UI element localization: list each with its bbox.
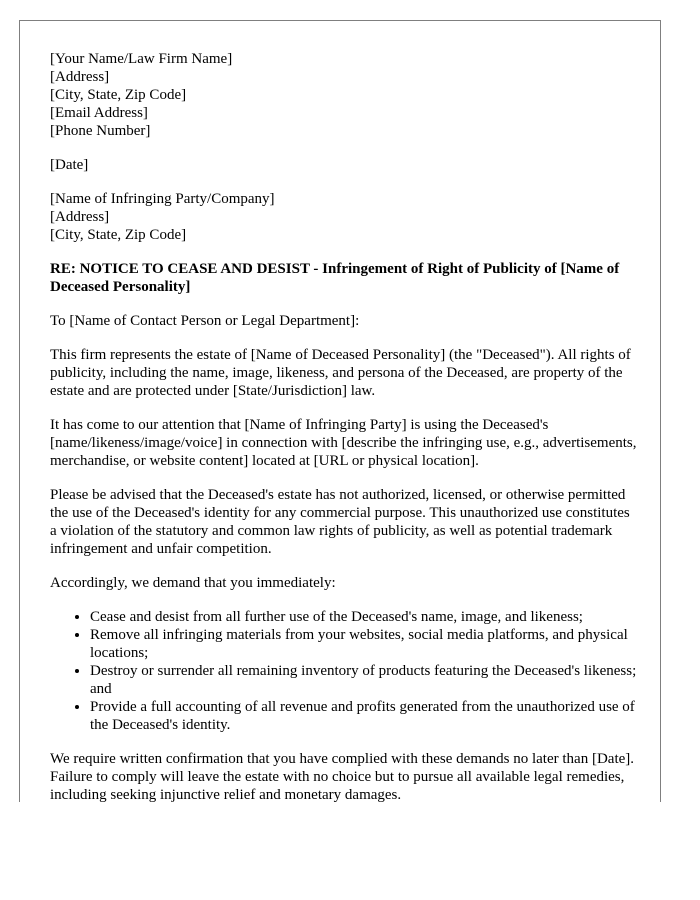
sender-block — [50, 50, 640, 140]
recipient-city-state-zip: [City, State, Zip Code] — [50, 227, 187, 243]
letter-body — [50, 50, 640, 802]
demands-list — [50, 608, 640, 734]
subject-line: RE: NOTICE TO CEASE AND DESIST - Infringement of Right of Publicity of [Name of Deceased Personality] — [50, 261, 620, 295]
demand-item: • Provide a full accounting of all revenue and profits generated from the unauthorized use of the Deceased's identity. — [90, 698, 640, 734]
demand-item: • Destroy or surrender all remaining inventory of products featuring the Deceased's likeness; and — [90, 662, 640, 698]
recipient-name: [Name of Infringing Party/Company] — [50, 191, 275, 207]
letter-page — [19, 20, 661, 802]
paragraph-confirmation: We require written confirmation that you have complied with these demands no later than [Date]. Failure to comply will leave the estate with no choice but to pursue all available legal remedies, including seeking injunctive relief and monetary damages. — [50, 751, 635, 802]
sender-phone: [Phone Number] — [50, 123, 151, 139]
sender-address: [Address] — [50, 69, 110, 85]
demand-item: • Remove all infringing materials from your websites, social media platforms, and physical locations; — [90, 626, 640, 662]
paragraph-demand-intro: Accordingly, we demand that you immediately: — [50, 575, 336, 591]
recipient-address: [Address] — [50, 209, 110, 225]
salutation: To [Name of Contact Person or Legal Department]: — [50, 313, 360, 329]
sender-email: [Email Address] — [50, 105, 148, 121]
sender-name: [Your Name/Law Firm Name] — [50, 51, 233, 67]
letter-date: [Date] — [50, 157, 89, 173]
recipient-block — [50, 190, 640, 244]
paragraph-infringing-use: It has come to our attention that [Name of Infringing Party] is using the Deceased's [name/likeness/image/voice] in connection with [describe the infringing use, e.g., advertisements, merchandise, or website content] located at [URL or physical location]. — [50, 417, 637, 469]
sender-city-state-zip: [City, State, Zip Code] — [50, 87, 187, 103]
demand-item: • Cease and desist from all further use of the Deceased's name, image, and likeness; — [90, 608, 640, 626]
paragraph-unauthorized-use: Please be advised that the Deceased's estate has not authorized, licensed, or otherwise permitted the use of the Deceased's identity for any commercial purpose. This unauthorized use constitutes a violation of the statutory and common law rights of publicity, as well as potential trademark infringement and unfair competition. — [50, 487, 630, 557]
paragraph-representation: This firm represents the estate of [Name of Deceased Personality] (the "Deceased"). All rights of publicity, including the name, image, likeness, and persona of the Deceased, are property of the estate and are protected under [State/Jurisdiction] law. — [50, 347, 631, 399]
